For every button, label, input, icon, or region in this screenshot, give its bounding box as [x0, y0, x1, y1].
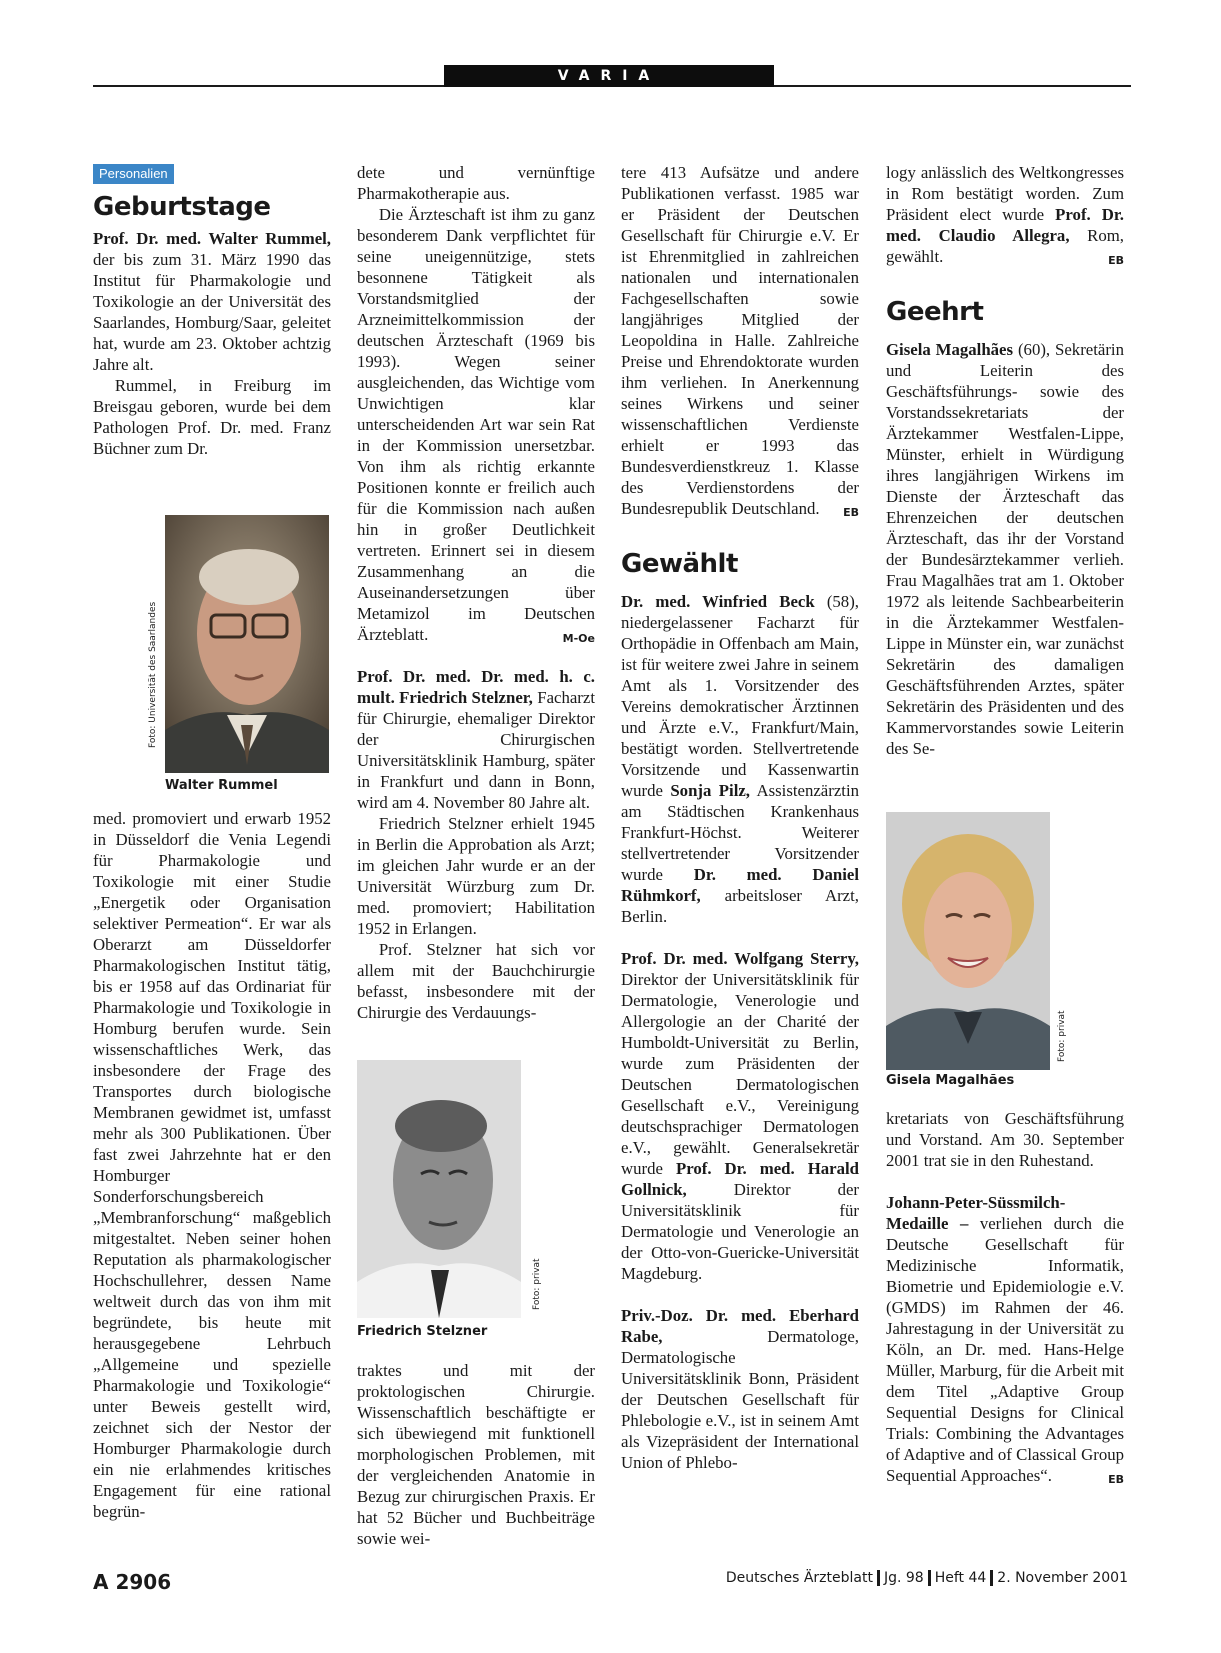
photo-walter-rummel [165, 515, 329, 773]
heading-gewaehlt: Gewählt [621, 549, 738, 579]
article-paragraph: Prof. Dr. med. Dr. med. h. c. mult. Friedrich Stelzner, Facharzt für Chirurgie, ehemaliger Direktor der Chirurgischen Universitätsklinik Hamburg, später in Frankfurt und dann in Bonn, wird am 4. November 80 Jahre alt. [357, 667, 595, 812]
column-1-continued [93, 808, 331, 1522]
photo-caption: Friedrich Stelzner [357, 1324, 488, 1339]
photo-gisela-magalhaes [886, 812, 1050, 1070]
article-paragraph: Johann-Peter-Süssmilch-Medaille – verliehen durch die Deutsche Gesellschaft für Medizinische Informatik, Biometrie und Epidemiologie e.V. (GMDS) im Rahmen der 46. Jahrestagung in der Universität zu Köln, an Dr. med. Hans-Helge Müller, Marburg, für die Arbeit mit dem Titel „Adaptive Group Sequential Designs for Clinical Trials: Combining the Advantages of Adaptive and of Classical Group Sequential Approaches“. EB [886, 1192, 1124, 1486]
article-paragraph: Rummel, in Freiburg im Breisgau geboren, wurde bei dem Pathologen Prof. Dr. med. Franz Büchner zum Dr. [93, 376, 331, 458]
article-paragraph: logy anlässlich des Weltkongresses in Rom bestätigt worden. Zum Präsident elect wurde Prof. Dr. med. Claudio Allegra, Rom, gewählt. EB [886, 162, 1124, 267]
article-paragraph: kretariats von Geschäftsführung und Vorstand. Am 30. September 2001 trat sie in den Ruhestand. [886, 1109, 1124, 1170]
journal-volume: Jg. 98 [883, 1570, 924, 1586]
heading-geehrt: Geehrt [886, 297, 984, 327]
article-paragraph: Dr. med. Winfried Beck (58), niedergelassener Facharzt für Orthopädie in Offenbach am Main, ist für weitere zwei Jahre in seinem Amt als 1. Vorsitzender des Vereins demokratischer Ärztinnen und Ärzte e.V., Frankfurt/Main, bestätigt worden. Stellvertretende Vorsitzende und Kassenwartin wurde Sonja Pilz, Assistenzärztin am Städtischen Krankenhaus Frankfurt-Höchst. Weiterer stellvertretender Vorsitzender wurde Dr. med. Daniel Rühmkorf, arbeitsloser Arzt, Berlin. [621, 592, 860, 926]
article-paragraph: Priv.-Doz. Dr. med. Eberhard Rabe, Dermatologe, Dermatologische Universitätsklinik Bonn, Präsident der Deutschen Gesellschaft für Phlebologie e.V., ist in seinem Amt als Vizepräsident der International Union of Phlebo- [621, 1306, 859, 1472]
photo-credit: Foto: Universität des Saarlandes [148, 601, 158, 748]
article-paragraph: Prof. Dr. med. Walter Rummel, der bis zum 31. März 1990 das Institut für Pharmakologie und Toxikologie an der Universität des Saarlandes, Homburg/Saar, geleitet hat, wurde am 23. Oktober achtzig Jahre alt. [93, 229, 331, 374]
photo-credit: Foto: privat [532, 1258, 542, 1310]
photo-credit: Foto: privat [1057, 1010, 1067, 1062]
article-paragraph: traktes und mit der proktologischen Chirurgie. Wissenschaftlich beschäftigte er sich übewiegend mit funktionell morphologischen Problemen, mit der vergleichenden Anatomie in Bezug zur chirurgischen Praxis. Er hat 52 Bücher und Buchbeiträge sowie wei- [357, 1361, 595, 1548]
article-paragraph: dete und vernünftige Pharmakotherapie aus. [357, 163, 595, 203]
article-paragraph: Prof. Dr. med. Wolfgang Sterry, Direktor der Universitätsklinik für Dermatologie, Venerologie und Allergologie an der Charité der Humboldt-Universität zu Berlin, wurde zum Präsidenten der Deutschen Dermatologischen Gesellschaft e.V., Vereinigung deutschsprachiger Dermatologen e.V., gewählt. Generalsekretär wurde Prof. Dr. med. Harald Gollnick, Direktor der Universitätsklinik für Dermatologie und Venerologie an der Otto-von-Guericke-Universität Magdeburg. [621, 949, 859, 1283]
journal-info [726, 1570, 1128, 1586]
section-label: VARIA [444, 65, 774, 87]
article-paragraph: Friedrich Stelzner erhielt 1945 in Berlin die Approbation als Arzt; im gleichen Jahr wurde er an der Universität Würzburg zum Dr. med. promoviert; Habilitation 1952 in Erlangen. [357, 814, 595, 938]
article-paragraph: tere 413 Aufsätze und andere Publikationen verfasst. 1985 war er Präsident der Deutschen Gesellschaft für Chirurgie e.V. Er ist Ehrenmitglied in zahlreichen nationalen und internationalen Fachgesellschaften sowie langjähriges Mitglied der Leopoldina in Halle. Zahlreiche Preise und Ehrendoktorate wurden ihm verliehen. In Anerkennung seines Wirkens und seiner wissenschaftlichen Verdienste erhielt er 1993 das Bundesverdienstkreuz 1. Klasse des Verdienstordens der Bundesrepublik Deutschland. EB [621, 162, 859, 519]
author-signature: EB [1108, 254, 1124, 267]
column-4-continued [886, 1108, 1124, 1490]
category-tag: Personalien [93, 164, 174, 184]
journal-name: Deutsches Ärzteblatt [725, 1570, 873, 1586]
article-paragraph: Die Ärzteschaft ist ihm zu ganz besonderem Dank verpflichtet für seine uneigennützige, stets besonnene Tätigkeit als Vorstandsmitglied der Arzneimittelkommission der deutschen Ärzteschaft (1969 bis 1993). Wegen seiner ausgleichenden, das Wichtige vom Unwichtigen klar unterscheidenden Art war sein Rat in der Kommission unersetzbar. Von ihm als richtig erkannte Positionen konnte er freilich auch für die Kommission nach außen hin in großer Deutlichkeit vertreten. Erinnert sei in diesem Zusammenhang an die Auseinandersetzungen über Metamizol im Deutschen Ärzteblatt. M-Oe [357, 204, 595, 645]
page-number: A 2906 [93, 1570, 172, 1594]
author-signature: EB [843, 506, 859, 519]
column-2 [357, 162, 595, 1023]
journal-date: 2. November 2001 [997, 1570, 1128, 1586]
column-2-continued [357, 1360, 595, 1549]
author-signature: M-Oe [562, 632, 595, 645]
photo-caption: Walter Rummel [165, 778, 278, 793]
column-1 [93, 162, 331, 459]
heading-geburtstage: Geburtstage [93, 192, 271, 222]
journal-issue: Heft 44 [934, 1570, 987, 1586]
photo-caption: Gisela Magalhães [886, 1073, 1015, 1088]
article-paragraph: Gisela Magalhães (60), Sekretärin und Leiterin des Geschäftsführungs- sowie des Vorstandssekretariats der Ärztekammer Westfalen-Lippe, Münster, erhielt in Würdigung ihres langjährigen Wirkens im Dienste der Ärzteschaft das Ehrenzeichen der deutschen Ärzteschaft, das ihr der Vorstand der Bundesärztekammer verlieh. Frau Magalhães trat am 1. Oktober 1972 als leitende Sachbearbeiterin in die Ärztekammer Westfalen-Lippe in Münster ein, war zunächst Sekretärin des damaligen Geschäftsführenden Arztes, später Sekretärin des Präsidenten und des Kammervorstandes sowie Leiterin des Se- [886, 340, 1124, 758]
column-4 [886, 162, 1124, 759]
author-signature: EB [1108, 1473, 1124, 1486]
article-paragraph: med. promoviert und erwarb 1952 in Düsseldorf die Venia Legendi für Pharmakologie und Toxikologie mit einer Studie „Energetik oder Organisation selektiver Permeation“. Er war als Oberarzt am Düsseldorfer Pharmakologischen Institut tätig, bis er 1958 auf das Ordinariat für Pharmakologie und Toxikologie in Homburg berufen wurde. Sein wissenschaftliches Werk, das insbesondere der Frage des Transportes durch biologische Membranen gewidmet ist, umfasst mehr als 300 Publikationen. Über fast zwei Jahrzehnte hat er den Homburger Sonderforschungsbereich „Membranforschung“ maßgeblich mitgestaltet. Neben seiner hohen Reputation als pharmakologischer Hochschullehrer, dessen Name weltweit durch das von ihm mit begründete, bis heute mit herausgegebene Lehrbuch „Allgemeine und spezielle Pharmakologie und Toxikologie“ unter Beweis gestellt wird, zeichnet sich der Nestor der Homburger Pharmakologie durch ein nie erlahmendes kritisches Engagement für eine rational begrün- [93, 809, 331, 1521]
photo-friedrich-stelzner [357, 1060, 521, 1318]
article-paragraph: Prof. Stelzner hat sich vor allem mit der Bauchchirurgie befasst, insbesondere mit der Chirurgie des Verdauungs- [357, 940, 595, 1022]
column-3 [621, 162, 859, 1473]
